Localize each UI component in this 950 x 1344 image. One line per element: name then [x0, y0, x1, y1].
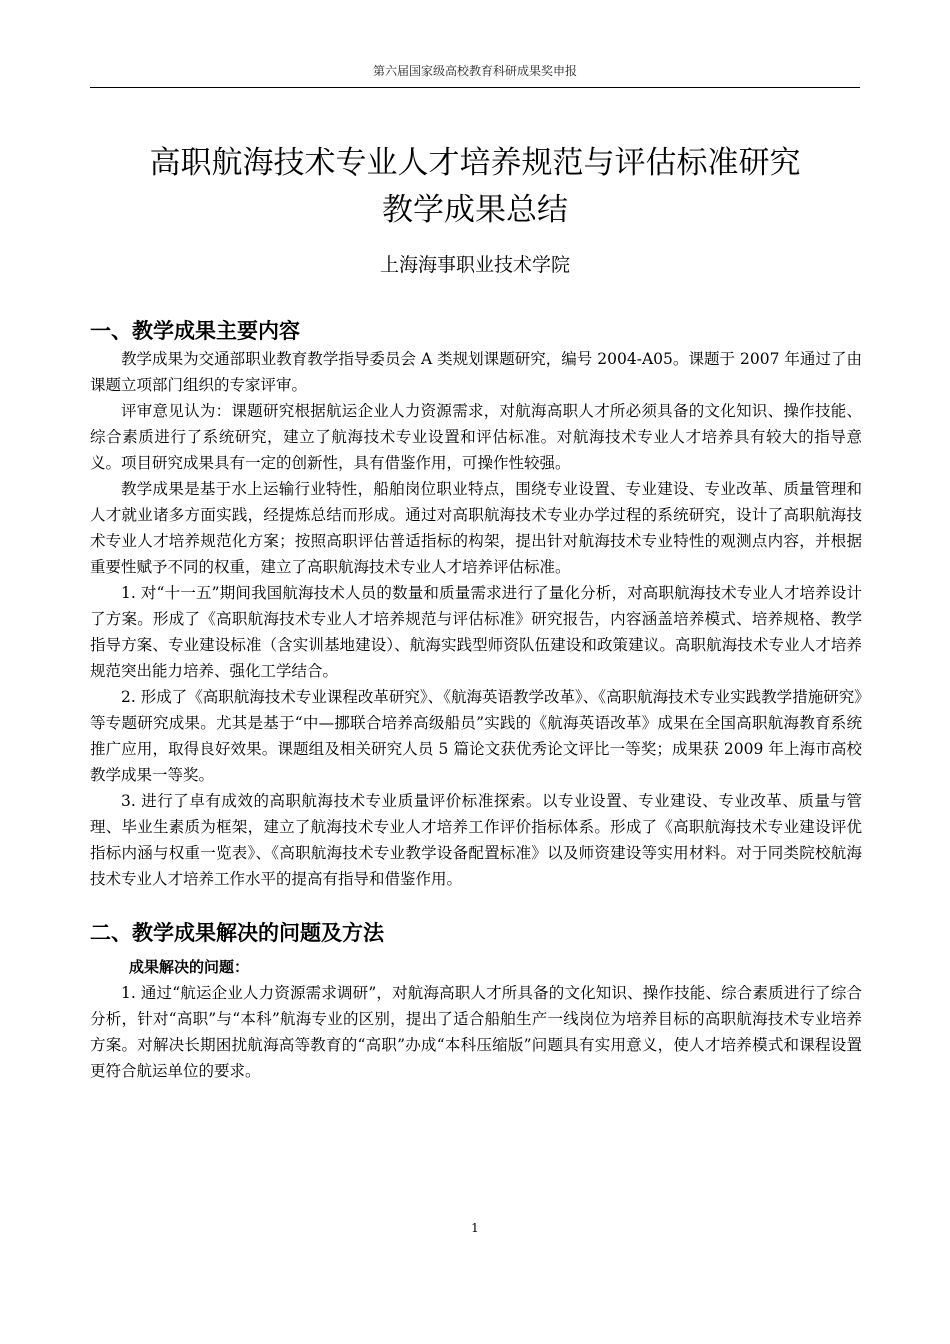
section-1-paragraph: 教学成果是基于水上运输行业特性，船舶岗位职业特点，围绕专业设置、专业建设、专业改革、质量管理和人才就业诸多方面实践，经提炼总结而形成。通过对高职航海技术专业办学过程的系统研究，设计了高职航海技术专业人才培养规范化方案；按照高职评估普适指标的构架，提出针对航海技术专业特性的观测点内容，并根据重要性赋予不同的权重，建立了高职航海技术专业人才培养评估标准。 [90, 480, 862, 576]
page-number: 1 [471, 1221, 479, 1235]
section-1-list-item: 2. 形成了《高职航海技术专业课程改革研究》、《航海英语教学改革》、《高职航海技术专业实践教学措施研究》等专题研究成果。尤其是基于“中—挪联合培养高级船员”实践的《航海英语改革》成果在全国高职航海教育系统推广应用，取得良好效果。课题组及相关研究人员 5 篇论文获优秀论文评比一等奖；成果获 2009 年上海市高校教学成果一等奖。 [90, 688, 862, 784]
section-2-list-item: 1. 通过“航运企业人力资源需求调研”，对航海高职人才所具备的文化知识、操作技能、综合素质进行了综合分析，针对“高职”与“本科”航海专业的区别，提出了适合船舶生产一线岗位为培养目标的高职航海技术专业培养方案。对解决长期困扰航海高等教育的“高职”办成“本科压缩版”问题具有实用意义，使人才培养模式和课程设置更符合航运单位的要求。 [90, 984, 862, 1080]
organization-name: 上海海事职业技术学院 [379, 254, 570, 276]
document-body [90, 316, 862, 1084]
section-1-list-item: 1. 对“十一五”期间我国航海技术人员的数量和质量需求进行了量化分析，对高职航海技术专业人才培养设计了方案。形成了《高职航海技术专业人才培养规范与评估标准》研究报告，内容涵盖培养模式、培养规格、教学指导方案、专业建设标准（含实训基地建设）、航海实践型师资队伍建设和政策建议。高职航海技术专业人才培养规范突出能力培养、强化工学结合。 [90, 584, 862, 680]
section-2-heading: 二、教学成果解决的问题及方法 [90, 921, 384, 945]
document-title [60, 140, 890, 234]
running-header-text: 第六届国家级高校教育科研成果奖申报 [372, 64, 577, 78]
title-line-2: 教学成果总结 [382, 192, 568, 228]
section-2-subheading: 成果解决的问题： [129, 958, 250, 976]
running-header [90, 62, 860, 88]
title-line-1: 高职航海技术专业人才培养规范与评估标准研究 [149, 145, 801, 181]
section-1-paragraph: 教学成果为交通部职业教育教学指导委员会 A 类规划课题研究，编号 2004-A05。课题于 2007 年通过了由课题立项部门组织的专家评审。 [90, 350, 862, 394]
section-1-list-item: 3. 进行了卓有成效的高职航海技术专业质量评价标准探索。以专业设置、专业建设、专业改革、质量与管理、毕业生素质为框架，建立了航海技术专业人才培养工作评价指标体系。形成了《高职航海技术专业建设评优指标内涵与权重一览表》、《高职航海技术专业教学设备配置标准》以及师资建设等实用材料。对于同类院校航海技术专业人才培养工作水平的提高有指导和借鉴作用。 [90, 792, 862, 888]
section-1-paragraph: 评审意见认为：课题研究根据航运企业人力资源需求，对航海高职人才所必须具备的文化知识、操作技能、综合素质进行了系统研究，建立了航海技术专业设置和评估标准。对航海技术专业人才培养具有较大的指导意义。项目研究成果具有一定的创新性，具有借鉴作用，可操作性较强。 [90, 402, 862, 472]
section-1-heading: 一、教学成果主要内容 [90, 319, 300, 343]
